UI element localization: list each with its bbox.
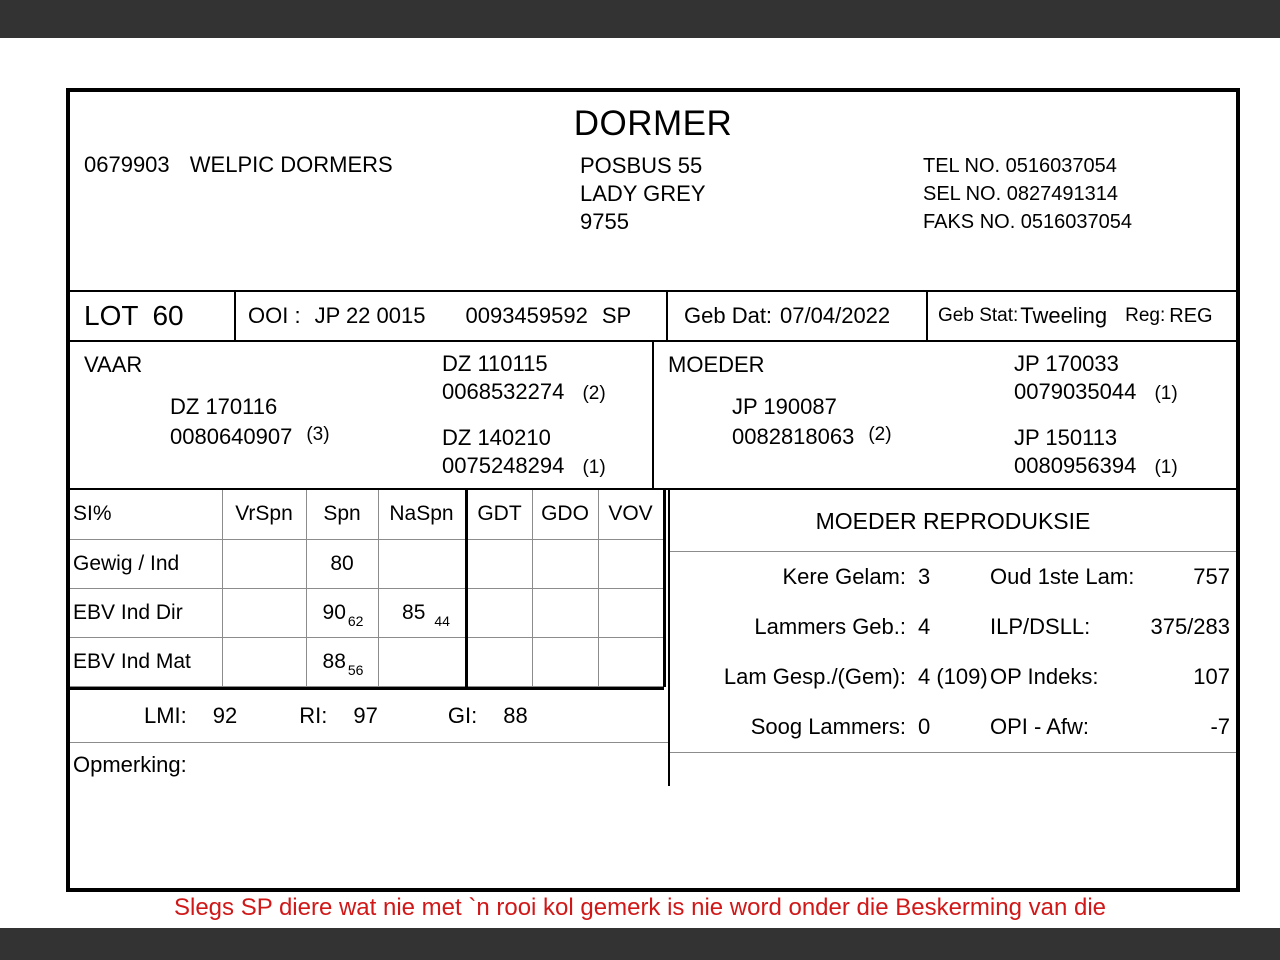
dam-of-sire-id: DZ 140210 — [442, 425, 551, 450]
lmi-label: LMI: — [144, 702, 187, 728]
ebv-col-gdt: GDT — [466, 490, 532, 539]
reg-label: Reg: — [1125, 305, 1166, 326]
ebv-cell-spn: 88 $_{56}$ — [306, 637, 378, 686]
breeder-line — [84, 152, 393, 178]
sire-generation: (3) — [306, 424, 330, 445]
ooi-label: OOI : — [248, 303, 301, 328]
ebv-cell-naspn: 85 $_{44}$ — [378, 588, 466, 637]
dam-reproduction-row — [670, 602, 1236, 652]
address-line-3: 9755 — [580, 209, 629, 234]
bottom-letterbox-bar — [0, 928, 1280, 960]
ebv-cell-spn: 80 — [306, 539, 378, 588]
sire-of-sire-id: DZ 110115 — [442, 351, 548, 376]
gi-label: GI: — [447, 702, 478, 728]
ebv-col-si-percent: SI% — [70, 490, 222, 539]
sire-of-dam-id: JP 170033 — [1014, 351, 1119, 376]
lammers-geb-field — [670, 614, 990, 640]
dam-reproduction-title: MOEDER REPRODUKSIE — [670, 490, 1236, 552]
ebv-col-gdo: GDO — [532, 490, 598, 539]
pedigree-section — [70, 342, 1236, 490]
dam-of-dam-generation: (1) — [1154, 457, 1178, 478]
performance-panel — [70, 490, 668, 786]
lot-identification-row — [70, 290, 1236, 342]
dam-heading: MOEDER — [668, 352, 765, 377]
birth-date-cell — [666, 292, 926, 340]
address-line-1: POSBUS 55 — [580, 153, 703, 178]
ebv-cell-gdo — [532, 588, 598, 637]
lot-cell — [70, 292, 234, 340]
protection-notice: Slegs SP diere wat nie met `n rooi kol gemerk is nie word onder die Beskerming van die — [173, 894, 1106, 921]
ebv-cell-spn: 90 $_{62}$ — [306, 588, 378, 637]
dam-reproduction-row — [670, 552, 1236, 602]
ebv-cell-vrspn — [222, 588, 306, 637]
soog-lammers-value: 0 — [918, 714, 931, 739]
sire-id: DZ 170116 — [170, 394, 278, 419]
breed-title: DORMER — [573, 104, 733, 143]
geb-dat-label: Geb Dat: — [684, 303, 773, 328]
ebv-col-vov: VOV — [598, 490, 664, 539]
birth-status-cell — [926, 292, 1236, 340]
reg-value: REG — [1169, 304, 1213, 327]
dam-of-sire-identity — [442, 424, 606, 482]
op-indeks-field — [990, 664, 1236, 690]
sire-identity — [170, 392, 330, 452]
ebv-cell-vrspn — [222, 637, 306, 686]
ebv-cell-vov — [598, 539, 664, 588]
ilp-dsll-field — [990, 614, 1236, 640]
ebv-col-naspn: NaSpn — [378, 490, 466, 539]
dam-of-sire-reg: 0075248294 — [442, 453, 565, 478]
ebv-cell-vov — [598, 588, 664, 637]
tel-number: TEL NO. 0516037054 — [923, 155, 1117, 177]
sire-of-dam-generation: (1) — [1154, 383, 1178, 404]
dam-id: JP 190087 — [732, 394, 837, 419]
oud-1ste-lam-value: 757 — [1193, 564, 1230, 589]
ebv-row-label: Gewig / Ind — [70, 539, 222, 588]
ilp-dsll-label: ILP/DSLL: — [990, 614, 1091, 639]
ooi-status: SP — [601, 303, 632, 328]
lmi-value: 92 — [212, 702, 238, 728]
sire-of-dam-reg: 0079035044 — [1014, 379, 1137, 404]
lam-gesp-value: 4 (109) — [918, 664, 988, 689]
breeder-name: WELPIC DORMERS — [189, 152, 393, 177]
ebv-cell-gdo — [532, 637, 598, 686]
dam-reproduction-row — [670, 652, 1236, 702]
ebv-col-vrspn: VrSpn — [222, 490, 306, 539]
ooi-cell — [234, 292, 666, 340]
soog-lammers-field — [670, 714, 990, 740]
ebv-cell-gdo — [532, 539, 598, 588]
lot-label: LOT — [84, 300, 139, 331]
dam-reproduction-panel — [668, 490, 1236, 786]
op-indeks-value: 107 — [1193, 664, 1230, 689]
ebv-col-spn: Spn — [306, 490, 378, 539]
ebv-cell-gdt — [466, 539, 532, 588]
dam-of-dam-identity — [1014, 424, 1178, 482]
breeder-code: 0679903 — [84, 152, 170, 177]
contact-details — [923, 152, 1132, 236]
address-line-2: LADY GREY — [580, 181, 706, 206]
opi-afw-field — [990, 714, 1236, 740]
remarks-label: Opmerking: — [73, 751, 187, 777]
kere-gelam-value: 3 — [918, 564, 931, 589]
geb-stat-label: Geb Stat: — [938, 305, 1019, 326]
ebv-header-row — [70, 490, 664, 539]
lam-gesp-label: Lam Gesp./(Gem): — [723, 664, 906, 689]
ebv-row-label: EBV Ind Dir — [70, 588, 222, 637]
ebv-cell-naspn — [378, 637, 466, 686]
geb-dat-value: 07/04/2022 — [780, 303, 891, 328]
cell-number: SEL NO. 0827491314 — [923, 183, 1118, 205]
dam-of-sire-generation: (1) — [582, 457, 606, 478]
kere-gelam-label: Kere Gelam: — [782, 564, 906, 589]
sire-of-dam-identity — [1014, 350, 1178, 408]
ri-value: 97 — [353, 702, 378, 728]
opi-afw-label: OPI - Afw: — [990, 714, 1090, 739]
sire-of-sire-generation: (2) — [582, 383, 606, 404]
sire-of-sire-identity — [442, 350, 606, 408]
dam-pedigree-panel — [652, 342, 1236, 488]
sire-of-sire-reg: 0068532274 — [442, 379, 565, 404]
index-summary-row — [70, 690, 668, 743]
table-row — [70, 539, 664, 588]
dam-reproduction-row — [670, 702, 1236, 753]
ebv-table-wrapper — [70, 490, 664, 690]
table-row — [70, 637, 664, 686]
dam-identity — [732, 392, 892, 452]
ri-label: RI: — [299, 702, 328, 728]
oud-1ste-lam-field — [990, 564, 1236, 590]
soog-lammers-label: Soog Lammers: — [750, 714, 906, 739]
sire-reg: 0080640907 — [170, 424, 293, 449]
ebv-cell-gdt — [466, 637, 532, 686]
ooi-registration-number: 0093459592 — [465, 303, 588, 328]
pedigree-card — [66, 88, 1240, 892]
ebv-cell-vov — [598, 637, 664, 686]
ebv-row-label: EBV Ind Mat — [70, 637, 222, 686]
lammers-geb-label: Lammers Geb.: — [754, 614, 906, 639]
sire-heading: VAAR — [84, 352, 143, 377]
fax-number: FAKS NO. 0516037054 — [923, 211, 1133, 233]
kere-gelam-field — [670, 564, 990, 590]
oud-1ste-lam-label: Oud 1ste Lam: — [990, 564, 1135, 589]
top-letterbox-bar — [0, 0, 1280, 38]
dam-generation: (2) — [868, 424, 892, 445]
lam-gesp-field — [670, 664, 990, 690]
geb-stat-value: Tweeling — [1020, 303, 1108, 328]
ebv-cell-naspn — [378, 539, 466, 588]
gi-value: 88 — [503, 702, 528, 728]
lot-number: 60 — [152, 300, 184, 331]
lammers-geb-value: 4 — [918, 614, 931, 639]
ebv-cell-gdt — [466, 588, 532, 637]
postal-address — [580, 152, 706, 236]
op-indeks-label: OP Indeks: — [990, 664, 1099, 689]
opi-afw-value: -7 — [1210, 714, 1230, 739]
dam-of-dam-id: JP 150113 — [1014, 425, 1118, 450]
sire-pedigree-panel — [70, 342, 652, 488]
ilp-dsll-value: 375/283 — [1150, 614, 1230, 639]
dam-of-dam-reg: 0080956394 — [1014, 453, 1137, 478]
table-row — [70, 588, 664, 637]
dam-reg: 0082818063 — [732, 424, 855, 449]
ebv-cell-vrspn — [222, 539, 306, 588]
ebv-table — [70, 490, 666, 687]
card-body — [70, 490, 1236, 786]
remarks-field[interactable] — [70, 743, 668, 778]
card-header — [70, 92, 1236, 290]
ooi-id: JP 22 0015 — [314, 303, 426, 328]
